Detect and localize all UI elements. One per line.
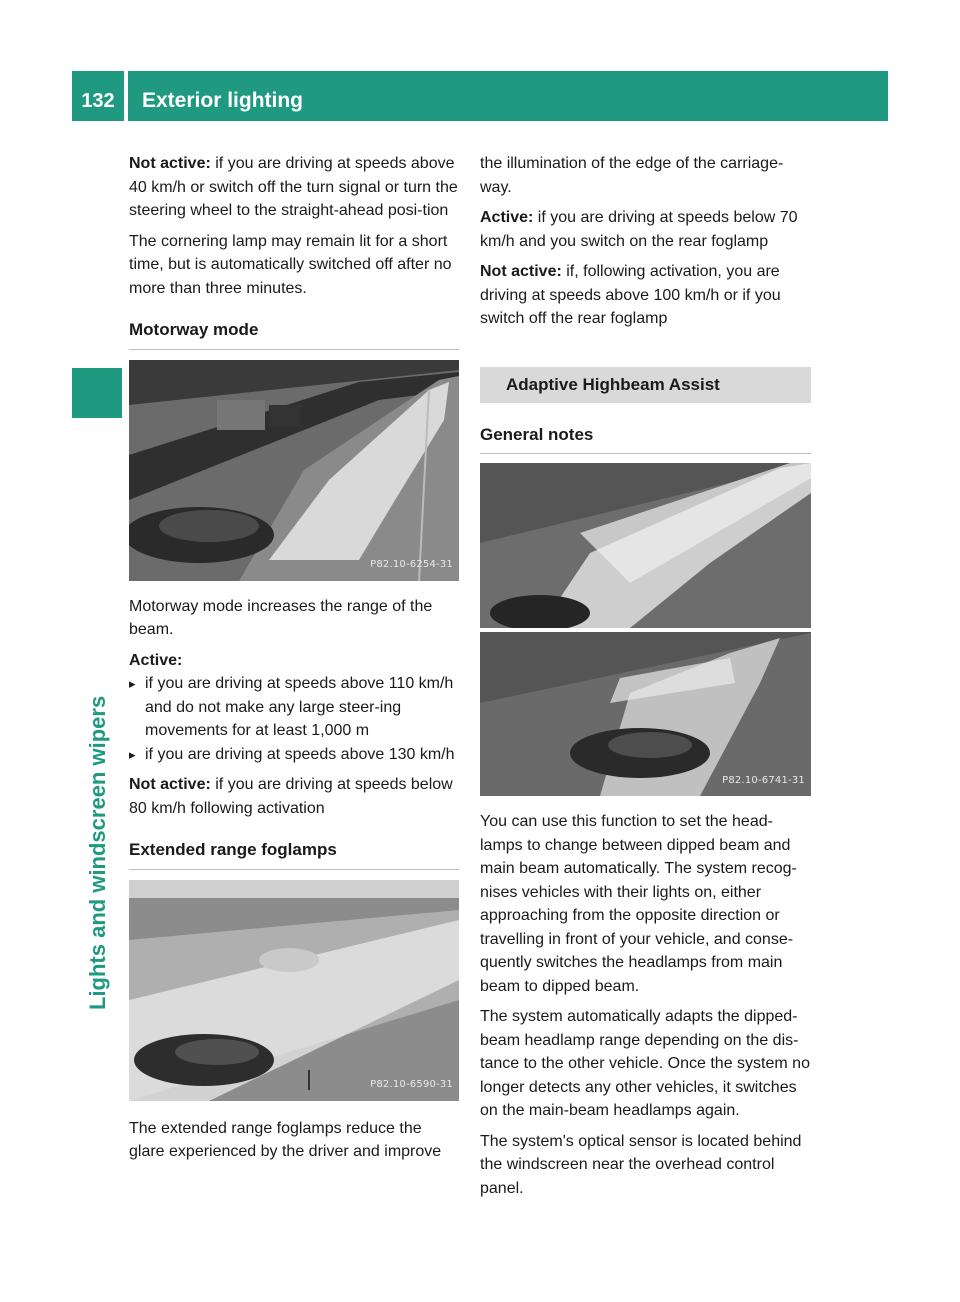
highbeam-illustration <box>480 463 811 796</box>
foglamps-illustration <box>129 880 459 1101</box>
header-divider <box>124 71 128 121</box>
page-number: 132 <box>81 90 115 112</box>
motorway-not-active: Not active: if you are driving at speeds below 80 km/h following activation <box>129 776 453 817</box>
side-tab-marker <box>72 368 122 418</box>
cornering-not-active: Not active: if you are driving at speeds above 40 km/h or switch off the turn signal or turn the steering wheel to the straight-ahead posi-tion <box>129 155 458 219</box>
highbeam-band-title: Adaptive Highbeam Assist <box>480 367 811 403</box>
motorway-illustration <box>129 360 459 581</box>
side-tab-label: Lights and windscreen wipers <box>85 695 110 1010</box>
right-column <box>480 152 811 1207</box>
section-title: Exterior lighting <box>142 89 304 112</box>
cornering-note: The cornering lamp may remain lit for a short time, but is automatically switched off after no more than three minutes. <box>129 232 452 297</box>
general-notes-heading: General notes <box>480 423 811 455</box>
foglamps-not-active: Not active: if, following activation, you are driving at speeds above 100 km/h or if you switch off the rear foglamp <box>480 263 781 327</box>
foglamps-figure-code: P82.10-6590-31 <box>370 1079 453 1090</box>
foglamps-image <box>129 880 459 1101</box>
foglamps-active: Active: if you are driving at speeds below 70 km/h and you switch on the rear foglamp <box>480 209 798 250</box>
motorway-condition-2: ▸ if you are driving at speeds above 130 km/h <box>129 743 459 767</box>
motorway-description: Motorway mode increases the range of the beam. <box>129 597 433 638</box>
foglamps-heading: Extended range foglamps <box>129 838 459 870</box>
motorway-condition-1: ▸ if you are driving at speeds above 110 km/h and do not make any large steer-ing movements for at least 1,000 m <box>129 672 459 743</box>
motorway-heading: Motorway mode <box>129 318 459 350</box>
motorway-figure-code: P82.10-6254-31 <box>370 559 453 570</box>
highbeam-figure-code: P82.10-6741-31 <box>722 774 805 786</box>
highbeam-description-2: The system automatically adapts the dipped-beam headlamp range depending on the dis-tance to the other vehicle. Once the system no longer detects any other vehicles, it switches on the main-beam headlamps again. <box>480 1008 810 1119</box>
foglamps-description-cont: the illumination of the edge of the carriage-way. <box>480 155 784 196</box>
left-column <box>129 152 459 1171</box>
highbeam-description-1: You can use this function to set the head-lamps to change between dipped beam and main beam automatically. The system recog-nises vehicles with their lights on, either approaching from the opposite direction or travelling in front of your vehicle, and conse-quently switches the headlamps from main beam to dipped beam. <box>480 813 797 995</box>
highbeam-description-3: The system's optical sensor is located behind the windscreen near the overhead control panel. <box>480 1132 802 1197</box>
highbeam-image <box>480 463 811 796</box>
motorway-active-label: Active: <box>129 651 183 669</box>
foglamps-description: The extended range foglamps reduce the glare experienced by the driver and improve <box>129 1119 442 1160</box>
motorway-image <box>129 360 459 581</box>
